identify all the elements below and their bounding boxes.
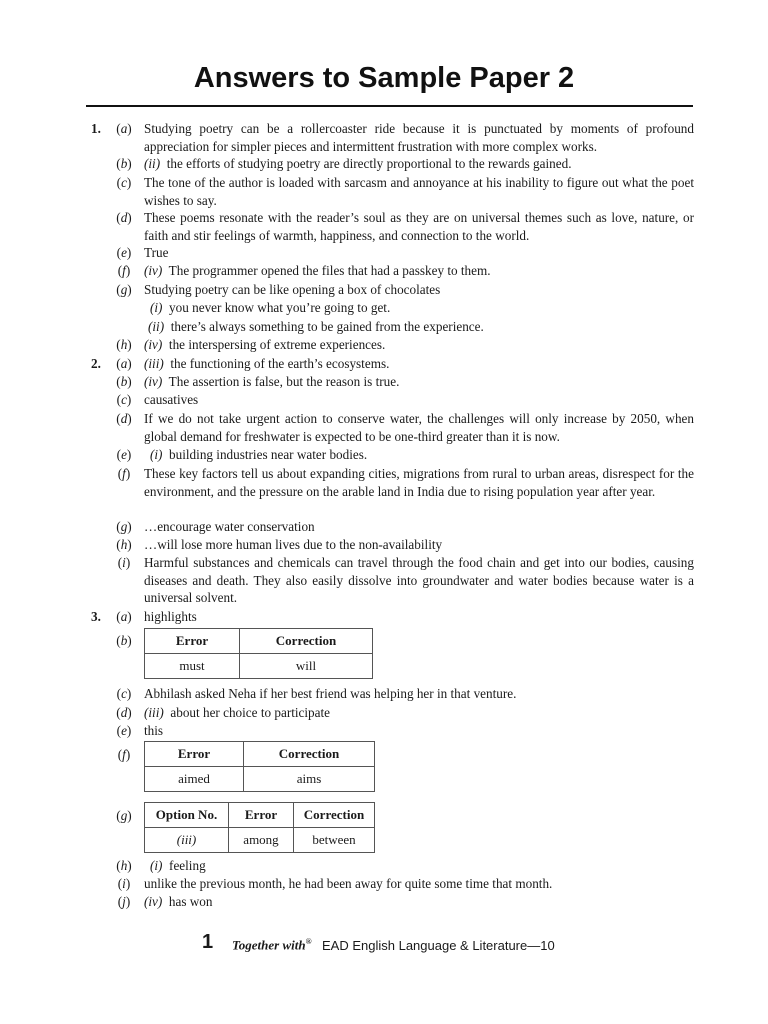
answer-label: (h): [116, 337, 132, 352]
answer-label: (h): [116, 537, 132, 552]
answer-text: unlike the previous month, he had been away for quite some time that month.: [144, 876, 553, 891]
option-number: (iv): [144, 374, 163, 389]
table-cell: will: [240, 654, 373, 679]
answer-text: True: [144, 245, 169, 260]
answer-text: The tone of the author is loaded with sarcasm and annoyance at his inability to figure out what the poet wishes to say.: [144, 175, 694, 208]
answer-text: …will lose more human lives due to the non-availability: [144, 537, 443, 552]
question-number: 2.: [91, 356, 101, 371]
answer-label: (a): [116, 121, 132, 136]
option-number: (i): [150, 447, 163, 462]
answer-text: [144, 355, 694, 373]
page-title: Answers to Sample Paper 2: [193, 62, 575, 94]
option-text: the efforts of studying poetry are directly proportional to the rewards gained.: [166, 156, 572, 171]
answer-text: These poems resonate with the reader’s soul as they are on universal themes such as love, nature, or faith and stir feelings of warmth, happiness, and connection to the world.: [144, 210, 694, 243]
answer-text: …encourage water conservation: [144, 519, 315, 534]
sub-answer: [148, 318, 484, 336]
answer-label: (f): [117, 263, 131, 278]
answer-label: (g): [116, 519, 132, 534]
option-text: about her choice to participate: [170, 705, 331, 720]
option-number: (i): [150, 300, 163, 315]
option-text: has won: [168, 894, 213, 909]
table-cell: among: [229, 828, 294, 853]
option-text: there’s always something to be gained from the experience.: [170, 319, 484, 334]
answer-label: (i): [117, 876, 131, 891]
page-number: 1: [202, 931, 214, 953]
answer-label: (b): [116, 156, 132, 171]
answer-label: (a): [116, 609, 132, 624]
table-cell: between: [294, 828, 375, 853]
answer-text: this: [144, 723, 164, 738]
option-number: (iv): [144, 894, 163, 909]
option-number: (ii): [148, 319, 165, 334]
answer-label: (c): [116, 686, 132, 701]
error-correction-table: [144, 741, 375, 792]
answer-label: (c): [116, 392, 132, 407]
answer-label: (e): [116, 447, 132, 462]
answer-label: (b): [116, 633, 132, 648]
option-text: feeling: [169, 858, 206, 873]
table-header: Correction: [294, 803, 375, 828]
answer-text: [144, 893, 694, 911]
option-number: (iv): [144, 337, 163, 352]
answer-text: highlights: [144, 609, 197, 624]
answer-label: (i): [117, 555, 131, 570]
option-number: (iii): [144, 356, 164, 371]
sub-answer: [150, 299, 390, 317]
answer-label: (d): [116, 411, 132, 426]
answer-label: (g): [116, 282, 132, 297]
answer-label: (j): [117, 894, 131, 909]
table-cell: (iii): [145, 828, 229, 853]
brand-name: [232, 937, 312, 953]
table-header: Error: [145, 742, 244, 767]
option-number: (iv): [144, 263, 163, 278]
answer-text: If we do not take urgent action to conserve water, the challenges will only increase by 2050, when global demand for freshwater is expected to be one-third greater than it is now.: [144, 411, 694, 444]
table-cell: must: [145, 654, 240, 679]
answer-label: (d): [116, 210, 132, 225]
answer-label: (e): [116, 245, 132, 260]
answer-label: (e): [116, 723, 132, 738]
book-title: EAD English Language & Literature—10: [322, 938, 555, 953]
brand-text: Together with: [232, 937, 306, 953]
answer-label: (d): [116, 705, 132, 720]
answer-label: (c): [116, 175, 132, 190]
option-text: The programmer opened the files that had a passkey to them.: [168, 263, 491, 278]
answer-label: (h): [116, 858, 132, 873]
answer-label: (a): [116, 356, 132, 371]
error-correction-table: [144, 628, 373, 679]
answer-text: causatives: [144, 392, 199, 407]
answer-text: [150, 446, 700, 464]
option-text: you never know what you’re going to get.: [169, 300, 391, 315]
answer-label: (g): [116, 808, 132, 823]
table-cell: aims: [244, 767, 375, 792]
table-header: Correction: [244, 742, 375, 767]
registered-mark: ®: [305, 937, 312, 946]
answer-text: [144, 155, 694, 173]
answer-text: Studying poetry can be a rollercoaster ride because it is punctuated by moments of profound appreciation for simpler pieces and intermittent frustration with more complex works.: [144, 121, 694, 154]
answer-text: Abhilash asked Neha if her best friend was helping her in that venture.: [144, 686, 517, 701]
option-number: (iii): [144, 705, 164, 720]
option-text: building industries near water bodies.: [169, 447, 368, 462]
option-text: the functioning of the earth’s ecosystems.: [170, 356, 390, 371]
answer-text: Studying poetry can be like opening a box of chocolates: [144, 282, 441, 297]
option-text: The assertion is false, but the reason is true.: [168, 374, 400, 389]
option-text: the interspersing of extreme experiences.: [168, 337, 386, 352]
table-header: Option No.: [145, 803, 229, 828]
option-number: (ii): [144, 156, 161, 171]
table-header: Error: [145, 629, 240, 654]
table-cell: aimed: [145, 767, 244, 792]
table-header: Correction: [240, 629, 373, 654]
answer-text: Harmful substances and chemicals can travel through the food chain and get into our bodies, causing diseases and death. They also easily dissolve into groundwater and water bodies because water is a universal solvent.: [144, 555, 694, 606]
answer-label: (f): [117, 466, 131, 481]
answer-text: These key factors tell us about expanding cities, migrations from rural to urban areas, disrespect for the environment, and the pressure on the arable land in India due to rising population year after year.: [144, 466, 694, 499]
table-header: Error: [229, 803, 294, 828]
option-error-correction-table: [144, 802, 375, 853]
option-number: (i): [150, 858, 163, 873]
answer-text: [144, 704, 694, 722]
answer-text: [144, 336, 694, 354]
answer-label: (b): [116, 374, 132, 389]
answer-text: [144, 373, 694, 391]
question-number: 3.: [91, 609, 101, 624]
answer-text: [144, 262, 694, 280]
answer-label: (f): [117, 747, 131, 762]
question-number: 1.: [91, 121, 101, 136]
answer-text: [150, 857, 700, 875]
